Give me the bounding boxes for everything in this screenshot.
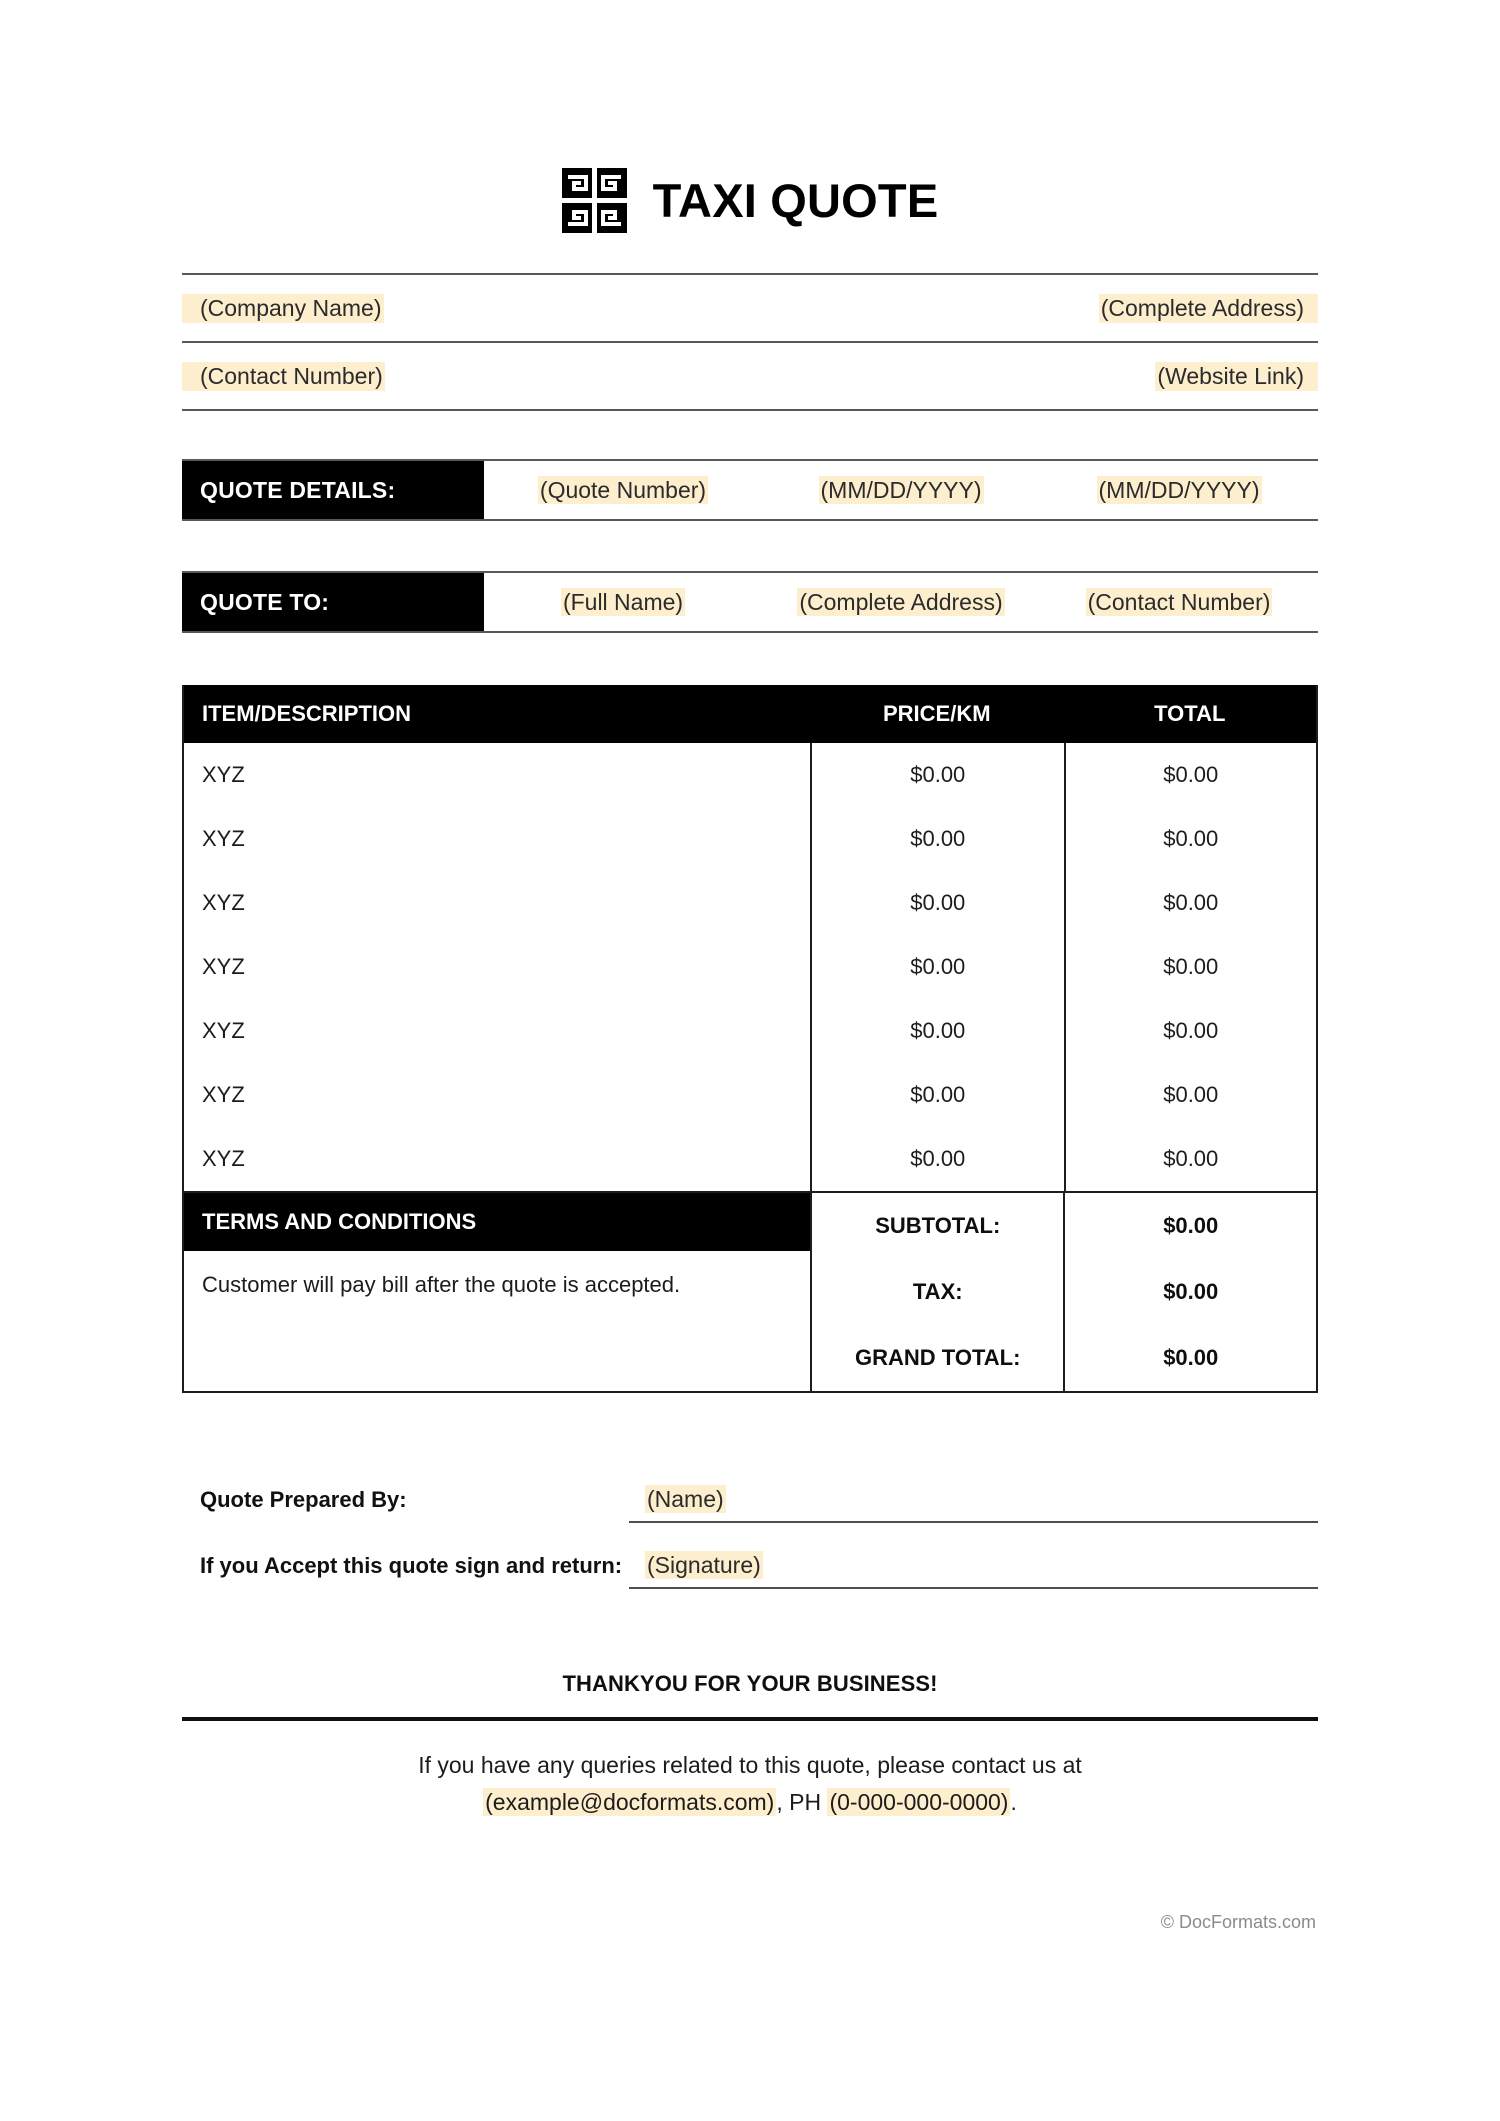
accept-signature-value[interactable]: (Signature) bbox=[647, 1552, 761, 1578]
cell-description[interactable]: XYZ bbox=[202, 890, 245, 915]
quote-to-contact-number-field[interactable]: (Contact Number) bbox=[1087, 588, 1271, 615]
logo-glyph-top-left bbox=[562, 168, 592, 198]
quote-valid-until-field[interactable]: (MM/DD/YYYY) bbox=[1098, 476, 1260, 503]
totals-row-tax bbox=[810, 1259, 1316, 1325]
cell-total[interactable]: $0.00 bbox=[1064, 807, 1316, 871]
footer-divider bbox=[182, 1717, 1318, 1721]
totals-section bbox=[810, 1193, 1316, 1391]
quote-to-bar bbox=[182, 571, 1318, 633]
quote-details-fields bbox=[484, 461, 1318, 519]
company-contact-number-field[interactable]: (Contact Number) bbox=[182, 362, 385, 391]
quote-to-address-field[interactable]: (Complete Address) bbox=[799, 588, 1003, 615]
cell-total[interactable]: $0.00 bbox=[1064, 935, 1316, 999]
footer-phone[interactable]: (0-000-000-0000) bbox=[829, 1789, 1009, 1816]
prepared-by-value[interactable]: (Name) bbox=[647, 1486, 724, 1512]
document-header bbox=[182, 0, 1318, 233]
terms-section bbox=[184, 1193, 810, 1391]
quote-details-label: QUOTE DETAILS: bbox=[182, 461, 484, 519]
grand-total-value[interactable]: $0.00 bbox=[1063, 1325, 1315, 1391]
cell-description[interactable]: XYZ bbox=[202, 1018, 245, 1043]
terms-and-totals-block bbox=[184, 1191, 1316, 1391]
company-website-field[interactable]: (Website Link) bbox=[1155, 362, 1318, 391]
cell-total[interactable]: $0.00 bbox=[1064, 1127, 1316, 1191]
cell-description[interactable]: XYZ bbox=[202, 826, 245, 851]
company-name-row bbox=[182, 275, 1318, 343]
cell-price[interactable]: $0.00 bbox=[810, 999, 1064, 1063]
cell-description[interactable]: XYZ bbox=[202, 1082, 245, 1107]
accept-signature-label: If you Accept this quote sign and return: bbox=[200, 1553, 623, 1578]
table-row[interactable] bbox=[184, 1127, 1316, 1191]
grand-total-label: GRAND TOTAL: bbox=[810, 1325, 1064, 1391]
cell-price[interactable]: $0.00 bbox=[810, 935, 1064, 999]
table-row[interactable] bbox=[184, 935, 1316, 999]
meander-square-logo-icon bbox=[562, 168, 627, 233]
cell-total[interactable]: $0.00 bbox=[1064, 871, 1316, 935]
quote-details-bar bbox=[182, 459, 1318, 521]
subtotal-value[interactable]: $0.00 bbox=[1063, 1193, 1315, 1259]
items-table-body bbox=[184, 743, 1316, 1191]
footer-contact-end: . bbox=[1010, 1789, 1017, 1816]
tax-value[interactable]: $0.00 bbox=[1063, 1259, 1315, 1325]
thank-you-message: THANKYOU FOR YOUR BUSINESS! bbox=[562, 1671, 938, 1696]
tax-label: TAX: bbox=[810, 1259, 1064, 1325]
cell-price[interactable]: $0.00 bbox=[810, 871, 1064, 935]
cell-description[interactable]: XYZ bbox=[202, 1146, 245, 1171]
document-sheet bbox=[182, 0, 1318, 1933]
prepared-by-row bbox=[182, 1457, 1318, 1523]
page-title: TAXI QUOTE bbox=[652, 174, 939, 227]
items-table-header bbox=[184, 685, 1316, 743]
company-name-field[interactable]: (Company Name) bbox=[182, 294, 384, 323]
cell-price[interactable]: $0.00 bbox=[810, 1063, 1064, 1127]
footer-contact-line1: If you have any queries related to this quote, please contact us at bbox=[418, 1752, 1082, 1778]
quote-number-field[interactable]: (Quote Number) bbox=[539, 476, 707, 503]
company-contact-row bbox=[182, 343, 1318, 411]
table-row[interactable] bbox=[184, 871, 1316, 935]
cell-price[interactable]: $0.00 bbox=[810, 743, 1064, 807]
logo-glyph-bottom-right bbox=[597, 203, 627, 233]
totals-row-grand-total bbox=[810, 1325, 1316, 1391]
totals-row-subtotal bbox=[810, 1193, 1316, 1259]
column-header-description: ITEM/DESCRIPTION bbox=[202, 701, 412, 726]
company-address-field[interactable]: (Complete Address) bbox=[1099, 294, 1318, 323]
cell-description[interactable]: XYZ bbox=[202, 762, 245, 787]
table-row[interactable] bbox=[184, 1063, 1316, 1127]
prepared-by-input[interactable] bbox=[629, 1486, 1318, 1523]
accept-signature-row bbox=[182, 1523, 1318, 1589]
items-table bbox=[182, 685, 1318, 1393]
column-header-price: PRICE/KM bbox=[882, 701, 991, 726]
quote-to-label: QUOTE TO: bbox=[182, 573, 484, 631]
footer-email[interactable]: (example@docformats.com) bbox=[485, 1789, 775, 1816]
column-header-total: TOTAL bbox=[1154, 701, 1226, 726]
subtotal-label: SUBTOTAL: bbox=[810, 1193, 1064, 1259]
cell-total[interactable]: $0.00 bbox=[1064, 743, 1316, 807]
terms-body-text[interactable]: Customer will pay bill after the quote is accepted. bbox=[202, 1272, 681, 1297]
quote-date-field[interactable]: (MM/DD/YYYY) bbox=[820, 476, 982, 503]
table-row[interactable] bbox=[184, 807, 1316, 871]
accept-signature-input[interactable] bbox=[629, 1552, 1318, 1589]
quote-to-full-name-field[interactable]: (Full Name) bbox=[562, 588, 684, 615]
terms-heading: TERMS AND CONDITIONS bbox=[184, 1193, 810, 1251]
cell-total[interactable]: $0.00 bbox=[1064, 999, 1316, 1063]
footer-contact-mid: , PH bbox=[776, 1789, 828, 1816]
table-row[interactable] bbox=[184, 743, 1316, 807]
quote-to-block bbox=[182, 571, 1318, 633]
logo-glyph-top-right bbox=[597, 168, 627, 198]
logo-glyph-bottom-left bbox=[562, 203, 592, 233]
quote-to-fields bbox=[484, 573, 1318, 631]
footer-contact-text bbox=[182, 1747, 1318, 1822]
cell-price[interactable]: $0.00 bbox=[810, 1127, 1064, 1191]
prepared-by-label: Quote Prepared By: bbox=[200, 1487, 407, 1512]
cell-description[interactable]: XYZ bbox=[202, 954, 245, 979]
cell-total[interactable]: $0.00 bbox=[1064, 1063, 1316, 1127]
copyright-notice: © DocFormats.com bbox=[1160, 1911, 1316, 1932]
quote-details-block bbox=[182, 459, 1318, 521]
signature-block bbox=[182, 1457, 1318, 1589]
cell-price[interactable]: $0.00 bbox=[810, 807, 1064, 871]
table-row[interactable] bbox=[184, 999, 1316, 1063]
